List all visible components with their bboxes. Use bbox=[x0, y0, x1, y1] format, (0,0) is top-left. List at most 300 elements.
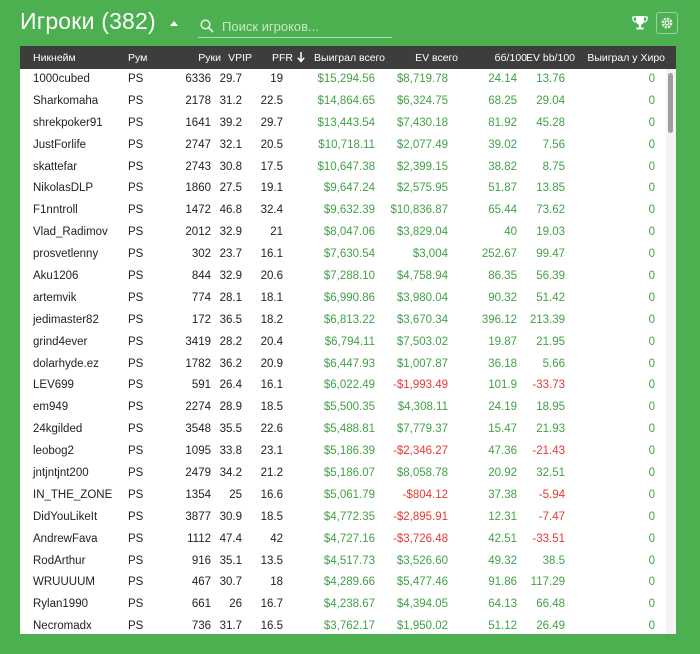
hands-cell: 3877 bbox=[185, 510, 211, 523]
pfr-cell: 32.4 bbox=[260, 204, 283, 217]
table-row[interactable] bbox=[20, 485, 666, 507]
bb100-cell: 49.32 bbox=[488, 554, 517, 567]
pfr-cell: 23.1 bbox=[260, 445, 283, 458]
room-cell: PS bbox=[128, 379, 144, 392]
table-row[interactable] bbox=[20, 463, 666, 485]
hands-cell: 172 bbox=[191, 313, 211, 326]
hands-cell: 1641 bbox=[185, 116, 211, 129]
pfr-cell: 20.9 bbox=[260, 357, 283, 370]
pfr-cell: 19 bbox=[270, 73, 283, 85]
settings-button[interactable] bbox=[656, 12, 678, 34]
hands-cell: 302 bbox=[191, 248, 211, 261]
pfr-cell: 21.2 bbox=[260, 467, 283, 480]
bb100-cell: 12.31 bbox=[488, 510, 517, 523]
bb100-cell: 24.14 bbox=[488, 73, 517, 85]
won-vs-hero-cell: 0 bbox=[648, 116, 655, 129]
vpip-cell: 33.8 bbox=[219, 445, 242, 458]
ev-total-cell: $7,779.37 bbox=[396, 423, 448, 436]
table-row[interactable] bbox=[20, 551, 666, 573]
table-row[interactable] bbox=[20, 222, 666, 244]
nickname-cell: Rylan1990 bbox=[33, 598, 88, 611]
ev-total-cell: $2,575.95 bbox=[396, 182, 448, 195]
hands-cell: 774 bbox=[191, 291, 211, 304]
ev-bb100-cell: 5.66 bbox=[542, 357, 565, 370]
won-vs-hero-cell: 0 bbox=[648, 138, 655, 151]
column-won-total[interactable]: Выиграл всего bbox=[314, 52, 385, 64]
column-room[interactable]: Рум bbox=[128, 52, 148, 64]
room-cell: PS bbox=[128, 73, 144, 85]
nickname-cell: 24kgilded bbox=[33, 423, 83, 436]
room-cell: PS bbox=[128, 510, 144, 523]
ev-total-cell: -$804.12 bbox=[402, 488, 448, 501]
room-cell: PS bbox=[128, 291, 144, 304]
ev-bb100-cell: 56.39 bbox=[536, 270, 565, 283]
ev-total-cell: $3,004 bbox=[412, 248, 448, 261]
hands-cell: 2747 bbox=[185, 138, 211, 151]
ev-total-cell: $2,399.15 bbox=[396, 160, 448, 173]
hands-cell: 2479 bbox=[185, 467, 211, 480]
ev-bb100-cell: 45.28 bbox=[536, 116, 565, 129]
bb100-cell: 15.47 bbox=[488, 423, 517, 436]
won-total-cell: $5,061.79 bbox=[323, 488, 375, 501]
nickname-cell: JustForlife bbox=[33, 138, 87, 151]
search-input[interactable] bbox=[222, 17, 390, 35]
pfr-cell: 18 bbox=[270, 576, 283, 589]
ev-bb100-cell: -7.47 bbox=[538, 510, 565, 523]
table-row[interactable] bbox=[20, 91, 666, 113]
pfr-cell: 29.7 bbox=[260, 116, 283, 129]
pfr-cell: 17.5 bbox=[260, 160, 283, 173]
ev-bb100-cell: 32.51 bbox=[536, 467, 565, 480]
won-total-cell: $4,772.35 bbox=[323, 510, 375, 523]
hands-cell: 1354 bbox=[185, 488, 211, 501]
won-vs-hero-cell: 0 bbox=[648, 182, 655, 195]
nickname-cell: RodArthur bbox=[33, 554, 86, 567]
scrollbar[interactable] bbox=[666, 69, 676, 634]
won-vs-hero-cell: 0 bbox=[648, 313, 655, 326]
won-total-cell: $4,289.66 bbox=[323, 576, 375, 589]
won-vs-hero-cell: 0 bbox=[648, 576, 655, 589]
pfr-cell: 19.1 bbox=[260, 182, 283, 195]
nickname-cell: jedimaster82 bbox=[33, 313, 99, 326]
hands-cell: 2012 bbox=[185, 226, 211, 239]
vpip-cell: 31.2 bbox=[219, 94, 242, 107]
ev-bb100-cell: -21.43 bbox=[532, 445, 565, 458]
nickname-cell: Vlad_Radimov bbox=[33, 226, 108, 239]
won-vs-hero-cell: 0 bbox=[648, 160, 655, 173]
ev-bb100-cell: 73.62 bbox=[536, 204, 565, 217]
ev-total-cell: $7,430.18 bbox=[396, 116, 448, 129]
ev-total-cell: $10,836.87 bbox=[390, 204, 448, 217]
bb100-cell: 36.18 bbox=[488, 357, 517, 370]
ev-total-cell: $3,980.04 bbox=[396, 291, 448, 304]
sort-down-icon bbox=[297, 51, 305, 63]
hands-cell: 6336 bbox=[185, 73, 211, 85]
ev-bb100-cell: -33.73 bbox=[532, 379, 565, 392]
nickname-cell: WRUUUUM bbox=[33, 576, 95, 589]
hands-cell: 736 bbox=[191, 620, 211, 633]
nickname-cell: F1nntroll bbox=[33, 204, 78, 217]
ev-bb100-cell: 99.47 bbox=[536, 248, 565, 261]
won-total-cell: $7,288.10 bbox=[323, 270, 375, 283]
hands-cell: 1782 bbox=[185, 357, 211, 370]
won-vs-hero-cell: 0 bbox=[648, 510, 655, 523]
won-vs-hero-cell: 0 bbox=[648, 226, 655, 239]
ev-total-cell: $8,719.78 bbox=[396, 73, 448, 85]
table-row[interactable] bbox=[20, 135, 666, 157]
table-row[interactable] bbox=[20, 310, 666, 332]
room-cell: PS bbox=[128, 532, 144, 545]
vpip-cell: 26.4 bbox=[219, 379, 242, 392]
won-total-cell: $5,488.81 bbox=[323, 423, 375, 436]
won-vs-hero-cell: 0 bbox=[648, 423, 655, 436]
vpip-cell: 30.8 bbox=[219, 160, 242, 173]
hands-cell: 1095 bbox=[185, 445, 211, 458]
table-row[interactable] bbox=[20, 200, 666, 222]
trophy-icon[interactable] bbox=[632, 15, 648, 31]
room-cell: PS bbox=[128, 204, 144, 217]
ev-total-cell: -$3,726.48 bbox=[393, 532, 448, 545]
ev-total-cell: $2,077.49 bbox=[396, 138, 448, 151]
nickname-cell: IN_THE_ZONE bbox=[33, 488, 113, 501]
table-row[interactable] bbox=[20, 332, 666, 354]
ev-total-cell: $4,394.05 bbox=[396, 598, 448, 611]
won-total-cell: $4,727.16 bbox=[323, 532, 375, 545]
bb100-cell: 64.13 bbox=[488, 598, 517, 611]
room-cell: PS bbox=[128, 313, 144, 326]
won-total-cell: $8,047.06 bbox=[323, 226, 375, 239]
hands-cell: 591 bbox=[191, 379, 211, 392]
hands-cell: 3419 bbox=[185, 335, 211, 348]
bb100-cell: 19.87 bbox=[488, 335, 517, 348]
table-row[interactable] bbox=[20, 441, 666, 463]
bb100-cell: 38.82 bbox=[488, 160, 517, 173]
ev-total-cell: $4,758.94 bbox=[396, 270, 448, 283]
won-total-cell: $5,186.39 bbox=[323, 445, 375, 458]
bb100-cell: 86.35 bbox=[488, 270, 517, 283]
won-total-cell: $4,238.67 bbox=[323, 598, 375, 611]
table-row[interactable] bbox=[20, 113, 666, 135]
room-cell: PS bbox=[128, 116, 144, 129]
ev-bb100-cell: 21.93 bbox=[536, 423, 565, 436]
pfr-cell: 20.6 bbox=[260, 270, 283, 283]
pfr-cell: 18.1 bbox=[260, 291, 283, 304]
bb100-cell: 42.51 bbox=[488, 532, 517, 545]
table-row[interactable] bbox=[20, 572, 666, 594]
ev-total-cell: $3,670.34 bbox=[396, 313, 448, 326]
vpip-cell: 26 bbox=[229, 598, 242, 611]
room-cell: PS bbox=[128, 182, 144, 195]
room-cell: PS bbox=[128, 401, 144, 414]
table-row[interactable] bbox=[20, 375, 666, 397]
ev-bb100-cell: 19.03 bbox=[536, 226, 565, 239]
column-bb100[interactable]: бб/100 bbox=[494, 52, 527, 64]
won-vs-hero-cell: 0 bbox=[648, 335, 655, 348]
room-cell: PS bbox=[128, 270, 144, 283]
scrollbar-thumb[interactable] bbox=[668, 73, 673, 133]
won-total-cell: $15,294.56 bbox=[317, 73, 375, 85]
vpip-cell: 39.2 bbox=[219, 116, 242, 129]
search-icon bbox=[200, 19, 214, 33]
ev-total-cell: $5,477.46 bbox=[396, 576, 448, 589]
table-row[interactable] bbox=[20, 178, 666, 200]
won-total-cell: $14,864.65 bbox=[317, 94, 375, 107]
ev-bb100-cell: 26.49 bbox=[536, 620, 565, 633]
hands-cell: 2743 bbox=[185, 160, 211, 173]
nickname-cell: LEV699 bbox=[33, 379, 74, 392]
ev-total-cell: $4,308.11 bbox=[397, 401, 448, 414]
bb100-cell: 39.02 bbox=[488, 138, 517, 151]
nickname-cell: Necromadx bbox=[33, 620, 92, 633]
pfr-cell: 21 bbox=[270, 226, 283, 239]
bb100-cell: 81.92 bbox=[488, 116, 517, 129]
search-box[interactable] bbox=[198, 14, 392, 38]
room-cell: PS bbox=[128, 226, 144, 239]
won-total-cell: $5,186.07 bbox=[323, 467, 375, 480]
hands-cell: 844 bbox=[191, 270, 211, 283]
bb100-cell: 51.12 bbox=[488, 620, 517, 633]
table-row[interactable] bbox=[20, 157, 666, 179]
ev-bb100-cell: -33.51 bbox=[532, 532, 565, 545]
nickname-cell: DidYouLikeIt bbox=[33, 510, 98, 523]
won-total-cell: $6,022.49 bbox=[323, 379, 375, 392]
pfr-cell: 16.6 bbox=[260, 488, 283, 501]
hands-cell: 1860 bbox=[185, 182, 211, 195]
won-total-cell: $5,500.35 bbox=[323, 401, 375, 414]
won-vs-hero-cell: 0 bbox=[648, 73, 655, 85]
table-row[interactable] bbox=[20, 397, 666, 419]
hands-cell: 2274 bbox=[185, 401, 211, 414]
won-vs-hero-cell: 0 bbox=[648, 488, 655, 501]
ev-total-cell: $8,058.78 bbox=[396, 467, 448, 480]
won-vs-hero-cell: 0 bbox=[648, 248, 655, 261]
nickname-cell: prosvetlenny bbox=[33, 248, 99, 261]
table-row[interactable] bbox=[20, 616, 666, 634]
vpip-cell: 46.8 bbox=[219, 204, 242, 217]
won-total-cell: $6,794.11 bbox=[324, 335, 375, 348]
ev-bb100-cell: 21.95 bbox=[536, 335, 565, 348]
vpip-cell: 32.1 bbox=[219, 138, 242, 151]
won-vs-hero-cell: 0 bbox=[648, 94, 655, 107]
won-total-cell: $10,647.38 bbox=[317, 160, 375, 173]
nickname-cell: NikolasDLP bbox=[33, 182, 94, 195]
ev-total-cell: $3,829.04 bbox=[396, 226, 448, 239]
pfr-cell: 16.1 bbox=[260, 248, 283, 261]
won-vs-hero-cell: 0 bbox=[648, 554, 655, 567]
nickname-cell: artemvik bbox=[33, 291, 77, 304]
table-row[interactable] bbox=[20, 69, 666, 91]
vpip-cell: 27.5 bbox=[219, 182, 242, 195]
ev-bb100-cell: 38.5 bbox=[542, 554, 565, 567]
ev-total-cell: $6,324.75 bbox=[396, 94, 448, 107]
ev-total-cell: -$1,993.49 bbox=[393, 379, 448, 392]
ev-total-cell: -$2,346.27 bbox=[393, 445, 448, 458]
ev-bb100-cell: 29.04 bbox=[536, 94, 565, 107]
pfr-cell: 16.1 bbox=[260, 379, 283, 392]
won-vs-hero-cell: 0 bbox=[648, 291, 655, 304]
pfr-cell: 16.5 bbox=[260, 620, 283, 633]
room-cell: PS bbox=[128, 138, 144, 151]
hands-cell: 467 bbox=[191, 576, 211, 589]
bb100-cell: 252.67 bbox=[481, 248, 517, 261]
vpip-cell: 35.1 bbox=[219, 554, 242, 567]
won-total-cell: $7,630.54 bbox=[323, 248, 375, 261]
hands-cell: 1112 bbox=[187, 532, 211, 545]
table-row[interactable] bbox=[20, 266, 666, 288]
won-total-cell: $9,632.39 bbox=[323, 204, 375, 217]
nickname-cell: shrekpoker91 bbox=[33, 116, 103, 129]
room-cell: PS bbox=[128, 467, 144, 480]
pfr-cell: 20.4 bbox=[260, 335, 283, 348]
pfr-cell: 18.2 bbox=[260, 313, 283, 326]
nickname-cell: AndrewFava bbox=[33, 532, 98, 545]
vpip-cell: 32.9 bbox=[219, 226, 242, 239]
table-row[interactable] bbox=[20, 288, 666, 310]
collapse-arrow-icon[interactable] bbox=[170, 21, 178, 26]
bb100-cell: 396.12 bbox=[481, 313, 517, 326]
won-vs-hero-cell: 0 bbox=[648, 401, 655, 414]
players-table bbox=[20, 46, 676, 634]
ev-bb100-cell: 8.75 bbox=[542, 160, 565, 173]
vpip-cell: 35.5 bbox=[219, 423, 242, 436]
column-won-vs-hero[interactable]: Выиграл у Хиро bbox=[587, 52, 665, 64]
bb100-cell: 68.25 bbox=[488, 94, 517, 107]
vpip-cell: 29.7 bbox=[219, 73, 242, 85]
pfr-cell: 42 bbox=[270, 532, 283, 545]
gear-icon bbox=[660, 16, 674, 30]
pfr-cell: 22.5 bbox=[260, 94, 283, 107]
hands-cell: 661 bbox=[191, 598, 211, 611]
vpip-cell: 31.7 bbox=[219, 620, 242, 633]
pfr-cell: 22.6 bbox=[260, 423, 283, 436]
hands-cell: 916 bbox=[191, 554, 211, 567]
nickname-cell: skattefar bbox=[33, 160, 78, 173]
ev-bb100-cell: 213.39 bbox=[529, 313, 565, 326]
bb100-cell: 90.32 bbox=[488, 291, 517, 304]
column-pfr[interactable]: PFR bbox=[272, 52, 293, 64]
ev-total-cell: $1,950.02 bbox=[396, 620, 448, 633]
bb100-cell: 91.86 bbox=[488, 576, 517, 589]
room-cell: PS bbox=[128, 488, 144, 501]
nickname-cell: Sharkomaha bbox=[33, 94, 99, 107]
bb100-cell: 37.38 bbox=[488, 488, 517, 501]
room-cell: PS bbox=[128, 335, 144, 348]
vpip-cell: 25 bbox=[229, 488, 242, 501]
nickname-cell: leobog2 bbox=[33, 445, 74, 458]
won-vs-hero-cell: 0 bbox=[648, 270, 655, 283]
ev-bb100-cell: 7.56 bbox=[542, 138, 565, 151]
won-total-cell: $6,813.22 bbox=[323, 313, 375, 326]
won-vs-hero-cell: 0 bbox=[648, 620, 655, 633]
ev-bb100-cell: 13.85 bbox=[536, 182, 565, 195]
ev-total-cell: -$2,895.91 bbox=[393, 510, 448, 523]
vpip-cell: 30.9 bbox=[219, 510, 242, 523]
vpip-cell: 23.7 bbox=[219, 248, 242, 261]
pfr-cell: 20.5 bbox=[260, 138, 283, 151]
vpip-cell: 32.9 bbox=[219, 270, 242, 283]
room-cell: PS bbox=[128, 554, 144, 567]
won-vs-hero-cell: 0 bbox=[648, 379, 655, 392]
page-title: Игроки (382) bbox=[20, 8, 156, 34]
won-total-cell: $4,517.73 bbox=[323, 554, 375, 567]
hands-cell: 2178 bbox=[185, 94, 211, 107]
column-ev-total[interactable]: EV всего bbox=[415, 52, 458, 64]
won-total-cell: $13,443.54 bbox=[317, 116, 375, 129]
column-nickname[interactable]: Никнейм bbox=[33, 52, 76, 64]
won-total-cell: $9,647.24 bbox=[323, 182, 375, 195]
pfr-cell: 13.5 bbox=[260, 554, 283, 567]
won-vs-hero-cell: 0 bbox=[648, 357, 655, 370]
won-total-cell: $6,447.93 bbox=[323, 357, 375, 370]
table-body bbox=[20, 69, 666, 634]
nickname-cell: jntjntjnt200 bbox=[33, 467, 89, 480]
column-ev-bb100[interactable]: EV bb/100 bbox=[525, 52, 575, 64]
nickname-cell: 1000cubed bbox=[33, 73, 90, 85]
room-cell: PS bbox=[128, 576, 144, 589]
vpip-cell: 36.2 bbox=[219, 357, 242, 370]
table-row[interactable] bbox=[20, 419, 666, 441]
ev-bb100-cell: 66.48 bbox=[536, 598, 565, 611]
room-cell: PS bbox=[128, 445, 144, 458]
bb100-cell: 65.44 bbox=[488, 204, 517, 217]
room-cell: PS bbox=[128, 248, 144, 261]
bb100-cell: 24.19 bbox=[488, 401, 517, 414]
won-vs-hero-cell: 0 bbox=[648, 467, 655, 480]
room-cell: PS bbox=[128, 357, 144, 370]
bb100-cell: 47.36 bbox=[488, 445, 517, 458]
vpip-cell: 30.7 bbox=[219, 576, 242, 589]
table-row[interactable] bbox=[20, 354, 666, 376]
room-cell: PS bbox=[128, 598, 144, 611]
won-total-cell: $6,990.86 bbox=[323, 291, 375, 304]
won-vs-hero-cell: 0 bbox=[648, 204, 655, 217]
ev-bb100-cell: 51.42 bbox=[536, 291, 565, 304]
ev-total-cell: $1,007.87 bbox=[396, 357, 448, 370]
nickname-cell: dolarhyde.ez bbox=[33, 357, 99, 370]
table-header bbox=[20, 46, 676, 69]
hands-cell: 3548 bbox=[185, 423, 211, 436]
nickname-cell: Aku1206 bbox=[33, 270, 79, 283]
bb100-cell: 20.92 bbox=[488, 467, 517, 480]
table-row[interactable] bbox=[20, 594, 666, 616]
column-hands[interactable]: Руки bbox=[198, 52, 221, 64]
pfr-cell: 18.5 bbox=[260, 401, 283, 414]
won-vs-hero-cell: 0 bbox=[648, 445, 655, 458]
bb100-cell: 101.9 bbox=[488, 379, 517, 392]
bb100-cell: 40 bbox=[504, 226, 517, 239]
column-vpip[interactable]: VPIP bbox=[228, 52, 252, 64]
table-row[interactable] bbox=[20, 244, 666, 266]
page-header bbox=[0, 0, 700, 46]
hands-cell: 1472 bbox=[185, 204, 211, 217]
nickname-cell: em949 bbox=[33, 401, 69, 414]
nickname-cell: grind4ever bbox=[33, 335, 88, 348]
vpip-cell: 28.9 bbox=[219, 401, 242, 414]
vpip-cell: 28.1 bbox=[219, 291, 242, 304]
ev-bb100-cell: 18.95 bbox=[536, 401, 565, 414]
won-vs-hero-cell: 0 bbox=[648, 598, 655, 611]
room-cell: PS bbox=[128, 423, 144, 436]
room-cell: PS bbox=[128, 160, 144, 173]
table-row[interactable] bbox=[20, 507, 666, 529]
ev-bb100-cell: 13.76 bbox=[536, 73, 565, 85]
vpip-cell: 36.5 bbox=[219, 313, 242, 326]
ev-total-cell: $7,503.02 bbox=[396, 335, 448, 348]
won-total-cell: $10,718.11 bbox=[318, 138, 375, 151]
table-row[interactable] bbox=[20, 529, 666, 551]
vpip-cell: 34.2 bbox=[219, 467, 242, 480]
pfr-cell: 18.5 bbox=[260, 510, 283, 523]
